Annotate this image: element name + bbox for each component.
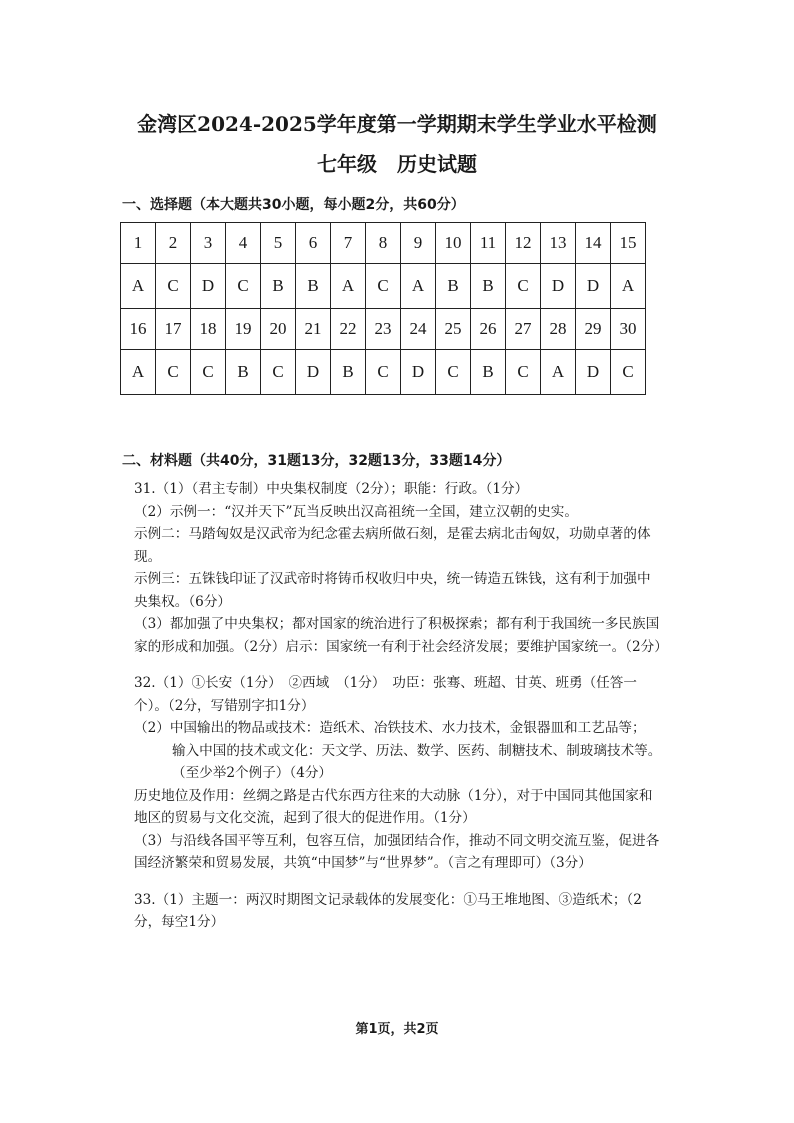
- answer-cell: B: [436, 264, 471, 309]
- answer-cell: B: [261, 264, 296, 309]
- answer-cell: C: [611, 350, 646, 395]
- question-number-cell: 5: [261, 223, 296, 264]
- answer-cell: A: [121, 350, 156, 395]
- answer-row: [121, 264, 646, 309]
- q32-part2-export: （2）中国输出的物品或技术：造纸术、冶铁技术、水力技术，金银器皿和工艺品等；: [134, 720, 646, 736]
- answer-cell: D: [576, 264, 611, 309]
- answer-cell: C: [436, 350, 471, 395]
- answer-table: [120, 222, 646, 395]
- answer-cell: B: [471, 264, 506, 309]
- question-number-cell: 12: [506, 223, 541, 264]
- question-number-cell: 4: [226, 223, 261, 264]
- section-2-heading: 二、材料题（共40分，31题13分，32题13分，33题14分）: [122, 453, 511, 469]
- question-number-cell: 8: [366, 223, 401, 264]
- q32-part3: （3）与沿线各国平等互利，包容互信，加强团结合作，推动不同文明交流互鉴，促进各国经济繁荣和贸易发展，共筑“中国梦”与“世界梦”。（言之有理即可）（3分）: [134, 832, 660, 871]
- question-number-cell: 21: [296, 309, 331, 350]
- q32-historical-role: 历史地位及作用：丝绸之路是古代东西方往来的大动脉（1分），对于中国同其他国家和地区的贸易与文化交流，起到了很大的促进作用。（1分）: [134, 787, 653, 826]
- question-number-cell: 2: [156, 223, 191, 264]
- answer-cell: C: [156, 264, 191, 309]
- q32-part2-note: （至少举2个例子）（4分）: [172, 765, 333, 781]
- question-number-cell: 7: [331, 223, 366, 264]
- answer-cell: C: [226, 264, 261, 309]
- question-number-cell: 1: [121, 223, 156, 264]
- answer-content: [134, 478, 668, 934]
- answer-cell: B: [226, 350, 261, 395]
- question-number-row: [121, 309, 646, 350]
- exam-title: 金湾区2024-2025学年度第一学期期末学生学业水平检测: [137, 112, 657, 136]
- answer-cell: A: [541, 350, 576, 395]
- question-number-cell: 18: [191, 309, 226, 350]
- question-number-cell: 26: [471, 309, 506, 350]
- q31-part2: （2）示例一：“汉并天下”瓦当反映出汉高祖统一全国，建立汉朝的史实。: [134, 503, 578, 520]
- exam-subtitle: 七年级 历史试题: [317, 152, 477, 176]
- q32-part1: 32.（1）①长安（1分） ②西域 （1分） 功臣：张骞、班超、甘英、班勇（任答一个）。（2分，写错别字扣1分）: [134, 675, 637, 714]
- question-number-cell: 27: [506, 309, 541, 350]
- answer-cell: A: [121, 264, 156, 309]
- question-number-cell: 16: [121, 309, 156, 350]
- question-number-cell: 29: [576, 309, 611, 350]
- answer-cell: C: [156, 350, 191, 395]
- answer-cell: D: [401, 350, 436, 395]
- question-number-cell: 25: [436, 309, 471, 350]
- question-number-cell: 24: [401, 309, 436, 350]
- question-number-cell: 22: [331, 309, 366, 350]
- answer-cell: D: [576, 350, 611, 395]
- question-number-row: [121, 223, 646, 264]
- question-number-cell: 15: [611, 223, 646, 264]
- answer-cell: C: [261, 350, 296, 395]
- answer-cell: B: [471, 350, 506, 395]
- section-1-heading: 一、选择题（本大题共30小题，每小题2分，共60分）: [122, 197, 465, 213]
- question-number-cell: 14: [576, 223, 611, 264]
- answer-cell: D: [191, 264, 226, 309]
- q31-part3: （3）都加强了中央集权；都对国家的统治进行了积极探索；都有利于我国统一多民族国家的形成和加强。（2分）启示：国家统一有利于社会经济发展；要维护国家统一。（2分）: [134, 616, 668, 655]
- q31-example3: 示例三：五铢钱印证了汉武帝时将铸币权收归中央，统一铸造五铢钱，这有利于加强中央集权。（6分）: [134, 571, 651, 610]
- q32-part2-import: 输入中国的技术或文化：天文学、历法、数学、医药、制糖技术、制玻璃技术等。: [172, 742, 662, 759]
- question-number-cell: 13: [541, 223, 576, 264]
- answer-cell: C: [506, 264, 541, 309]
- question-number-cell: 17: [156, 309, 191, 350]
- answer-cell: C: [506, 350, 541, 395]
- page-footer: 第1页，共2页: [355, 1022, 439, 1037]
- answer-cell: B: [331, 350, 366, 395]
- q33-part1: 33.（1）主题一：两汉时期图文记录载体的发展变化：①马王堆地图、③造纸术；（2分，每空1分）: [134, 891, 642, 930]
- question-number-cell: 20: [261, 309, 296, 350]
- question-number-cell: 30: [611, 309, 646, 350]
- answer-cell: A: [611, 264, 646, 309]
- question-number-cell: 10: [436, 223, 471, 264]
- question-number-cell: 3: [191, 223, 226, 264]
- answer-cell: C: [366, 264, 401, 309]
- question-number-cell: 23: [366, 309, 401, 350]
- q31-example2: 示例二：马踏匈奴是汉武帝为纪念霍去病所做石刻，是霍去病北击匈奴，功勋卓著的体现。: [134, 526, 651, 565]
- answer-cell: B: [296, 264, 331, 309]
- q31-part1: 31.（1）（君主专制）中央集权制度（2分）；职能：行政。（1分）: [134, 481, 529, 497]
- question-number-cell: 9: [401, 223, 436, 264]
- question-number-cell: 11: [471, 223, 506, 264]
- answer-row: [121, 350, 646, 395]
- answer-cell: A: [331, 264, 366, 309]
- question-number-cell: 6: [296, 223, 331, 264]
- question-number-cell: 28: [541, 309, 576, 350]
- answer-cell: C: [191, 350, 226, 395]
- answer-cell: D: [296, 350, 331, 395]
- answer-cell: A: [401, 264, 436, 309]
- question-number-cell: 19: [226, 309, 261, 350]
- answer-cell: D: [541, 264, 576, 309]
- answer-cell: C: [366, 350, 401, 395]
